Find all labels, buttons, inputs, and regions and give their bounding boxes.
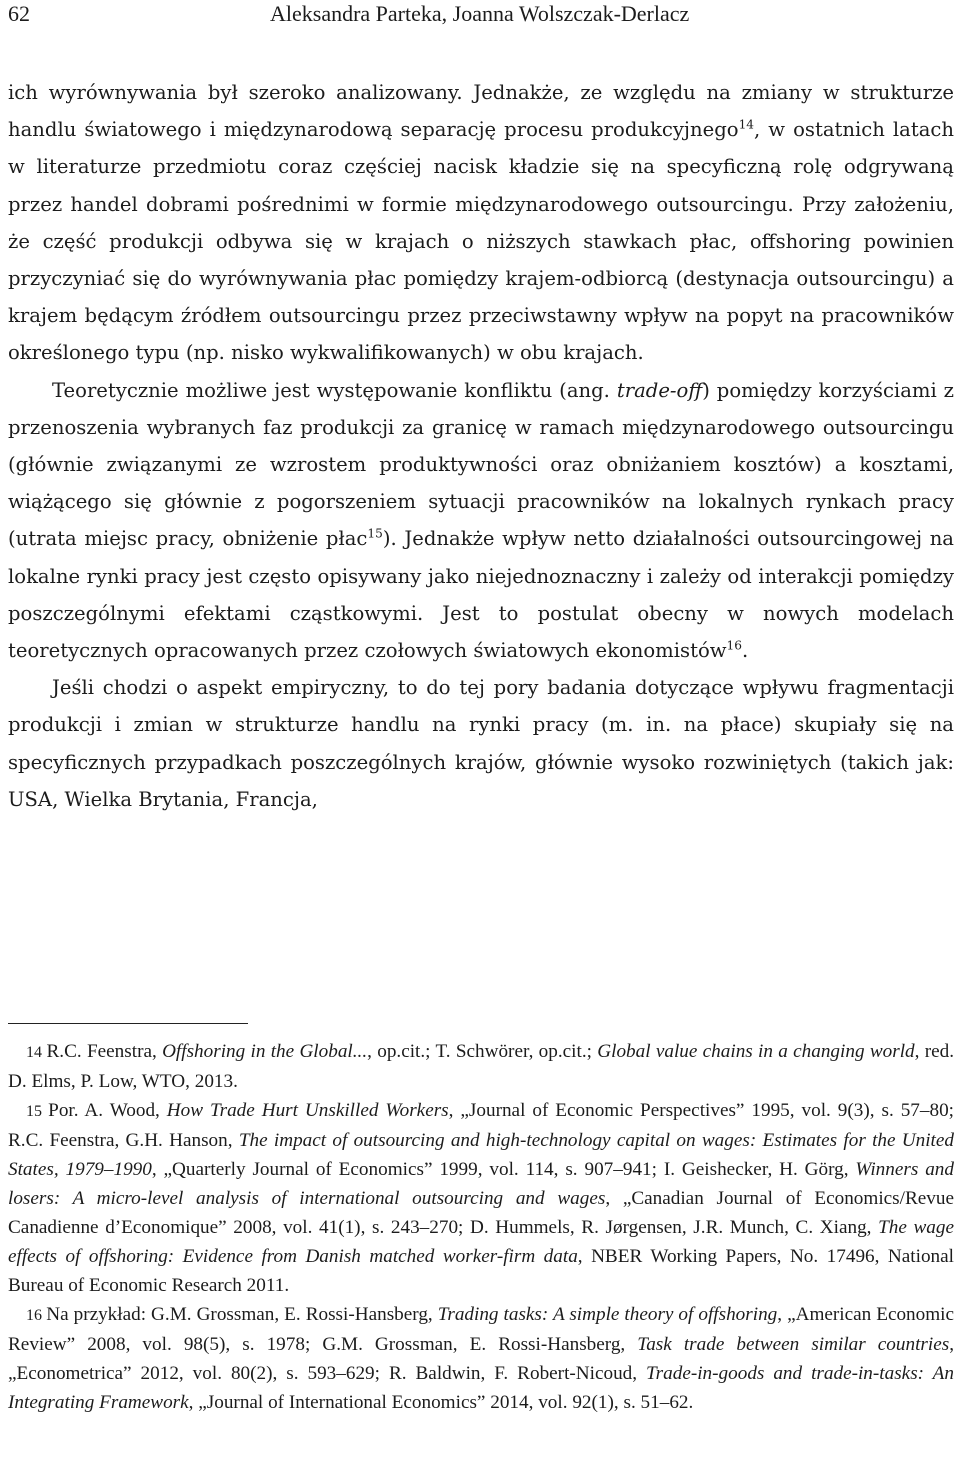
footnote-15-text: , „Quarterly Journal of Economics” 1999, vol. 114, s. 907–941; I. Geishecker, H. Görg, bbox=[151, 1159, 856, 1180]
running-head-authors: Aleksandra Parteka, Joanna Wolszczak-Derlacz bbox=[270, 1, 690, 26]
running-head bbox=[8, 0, 952, 28]
footnote-ref-14: 14 bbox=[738, 117, 755, 132]
footnote-14-title: Offshoring in the Global... bbox=[162, 1041, 368, 1062]
paragraph-2 bbox=[8, 372, 954, 670]
footnote-14-number: 14 bbox=[26, 1044, 42, 1061]
footnote-16-text: Na przykład: G.M. Grossman, E. Rossi-Hansberg, bbox=[46, 1304, 438, 1325]
footnote-16-text: , „Econometrica” 2012, vol. 80(2), s. 593–629; R. Baldwin, F. Robert-Nicoud, bbox=[8, 1334, 954, 1384]
paragraph-1-text-b: , w ostatnich latach w literaturze przedmiotu coraz częściej nacisk kładzie się na specyficzną rolę odgrywaną przez handel dobrami pośrednimi w formie międzynarodowego outsourcingu. Przy założeniu, że część produkcji odbywa się w krajach o niższych stawkach płac, offshoring powinien przyczyniać się do wyrównywania płac pomiędzy krajem-odbiorcą (destynacja outsourcingu) a krajem będącym źródłem outsourcingu przez przeciwstawny wpływ na popyt na pracowników określonego typu (np. nisko wykwalifikowanych) w obu krajach. bbox=[8, 118, 954, 365]
footnote-15-title: Winners and losers: A micro-level analysis of international outsourcing and wages bbox=[8, 1159, 954, 1209]
footnote-16-text: , „Journal of International Economics” 2014, vol. 92(1), s. 51–62. bbox=[188, 1392, 694, 1413]
footnote-15 bbox=[8, 1096, 954, 1300]
footnote-separator bbox=[8, 1023, 248, 1024]
page-number: 62 bbox=[8, 1, 30, 26]
footnote-15-title: How Trade Hurt Unskilled Workers bbox=[166, 1100, 449, 1121]
footnote-14-text: , op.cit.; T. Schwörer, op.cit.; bbox=[367, 1041, 598, 1062]
footnote-14-title: Global value chains in a changing world bbox=[597, 1041, 915, 1062]
footnote-15-text: , NBER Working Papers, No. 17496, National Bureau of Economic Research 2011. bbox=[8, 1246, 954, 1296]
footnote-ref-16: 16 bbox=[726, 638, 742, 653]
footnote-16-title: Trade-in-goods and trade-in-tasks: An Integrating Framework bbox=[8, 1363, 954, 1413]
footnote-14 bbox=[8, 1037, 954, 1096]
footnote-16-title: Trading tasks: A simple theory of offshoring bbox=[437, 1304, 778, 1325]
footnote-15-number: 15 bbox=[26, 1103, 42, 1120]
paragraph-2-text-a: Teoretycznie możliwe jest występowanie konfliktu (ang. bbox=[52, 378, 617, 402]
footnotes bbox=[8, 1037, 954, 1417]
footnote-15-title: The impact of outsourcing and high-technology capital on wages: Estimates for the United States, 1979–1990 bbox=[8, 1130, 955, 1180]
body-text bbox=[8, 74, 954, 818]
footnote-16 bbox=[8, 1300, 954, 1417]
footnote-15-text: , „Journal of Economic Perspectives” 1995, vol. 9(3), s. 57–80; R.C. Feenstra, G.H. Hanson, bbox=[8, 1100, 954, 1151]
paragraph-1 bbox=[8, 74, 954, 372]
footnote-15-text: Por. A. Wood, bbox=[48, 1100, 167, 1121]
footnote-14-text: R.C. Feenstra, bbox=[46, 1041, 163, 1062]
footnote-15-title: The wage effects of offshoring: Evidence from Danish matched worker-firm data bbox=[8, 1217, 954, 1267]
footnote-14-text: , red. D. Elms, P. Low, WTO, 2013. bbox=[8, 1041, 955, 1092]
footnote-16-text: , „American Economic Review” 2008, vol. 98(5), s. 1978; G.M. Grossman, E. Rossi-Hansberg, bbox=[8, 1304, 955, 1355]
footnote-16-title: Task trade between similar countries bbox=[637, 1334, 950, 1355]
paragraph-2-term: trade-off bbox=[616, 378, 703, 402]
footnote-15-text: , „Canadian Journal of Economics/Revue Canadienne d’Economique” 2008, vol. 41(1), s. 243–270; D. Hummels, R. Jørgensen, J.R. Munch, C. Xiang, bbox=[8, 1188, 954, 1238]
footnote-ref-15: 15 bbox=[367, 526, 383, 541]
paragraph-1-text-a: ich wyrównywania był szeroko analizowany. Jednakże, ze względu na zmiany w strukturze handlu światowego i międzynarodową separację procesu produkcyjnego bbox=[8, 81, 954, 142]
paragraph-3: Jeśli chodzi o aspekt empiryczny, to do tej pory badania dotyczące wpływu fragmentacji produkcji i zmian w strukturze handlu na rynki pracy (m. in. na płace) skupiały się na specyficznych przypadkach poszczególnych krajów, głównie wysoko rozwiniętych (takich jak: USA, Wielka Brytania, Francja, bbox=[8, 676, 954, 811]
footnote-16-number: 16 bbox=[26, 1307, 42, 1324]
paragraph-2-text-c: ). Jednakże wpływ netto działalności outsourcingowej na lokalne rynki pracy jest często opisywany jako niejednoznaczny i zależy od interakcji pomiędzy poszczególnymi efektami cząstkowymi. Jest to postulat obecny w nowych modelach teoretycznych opracowanych przez czołowych światowych ekonomistów bbox=[8, 527, 954, 663]
paragraph-2-text-d: . bbox=[741, 639, 749, 663]
paragraph-2-text-b: ) pomiędzy korzyściami z przenoszenia wybranych faz produkcji za granicę w ramach międzynarodowego outsourcingu (głównie związanymi ze wzrostem produktywności oraz obniżaniem kosztów) a kosztami, wiążącego się głównie z pogorszeniem sytuacji pracowników na lokalnych rynkach pracy (utrata miejsc pracy, obniżenie płac bbox=[8, 378, 954, 551]
